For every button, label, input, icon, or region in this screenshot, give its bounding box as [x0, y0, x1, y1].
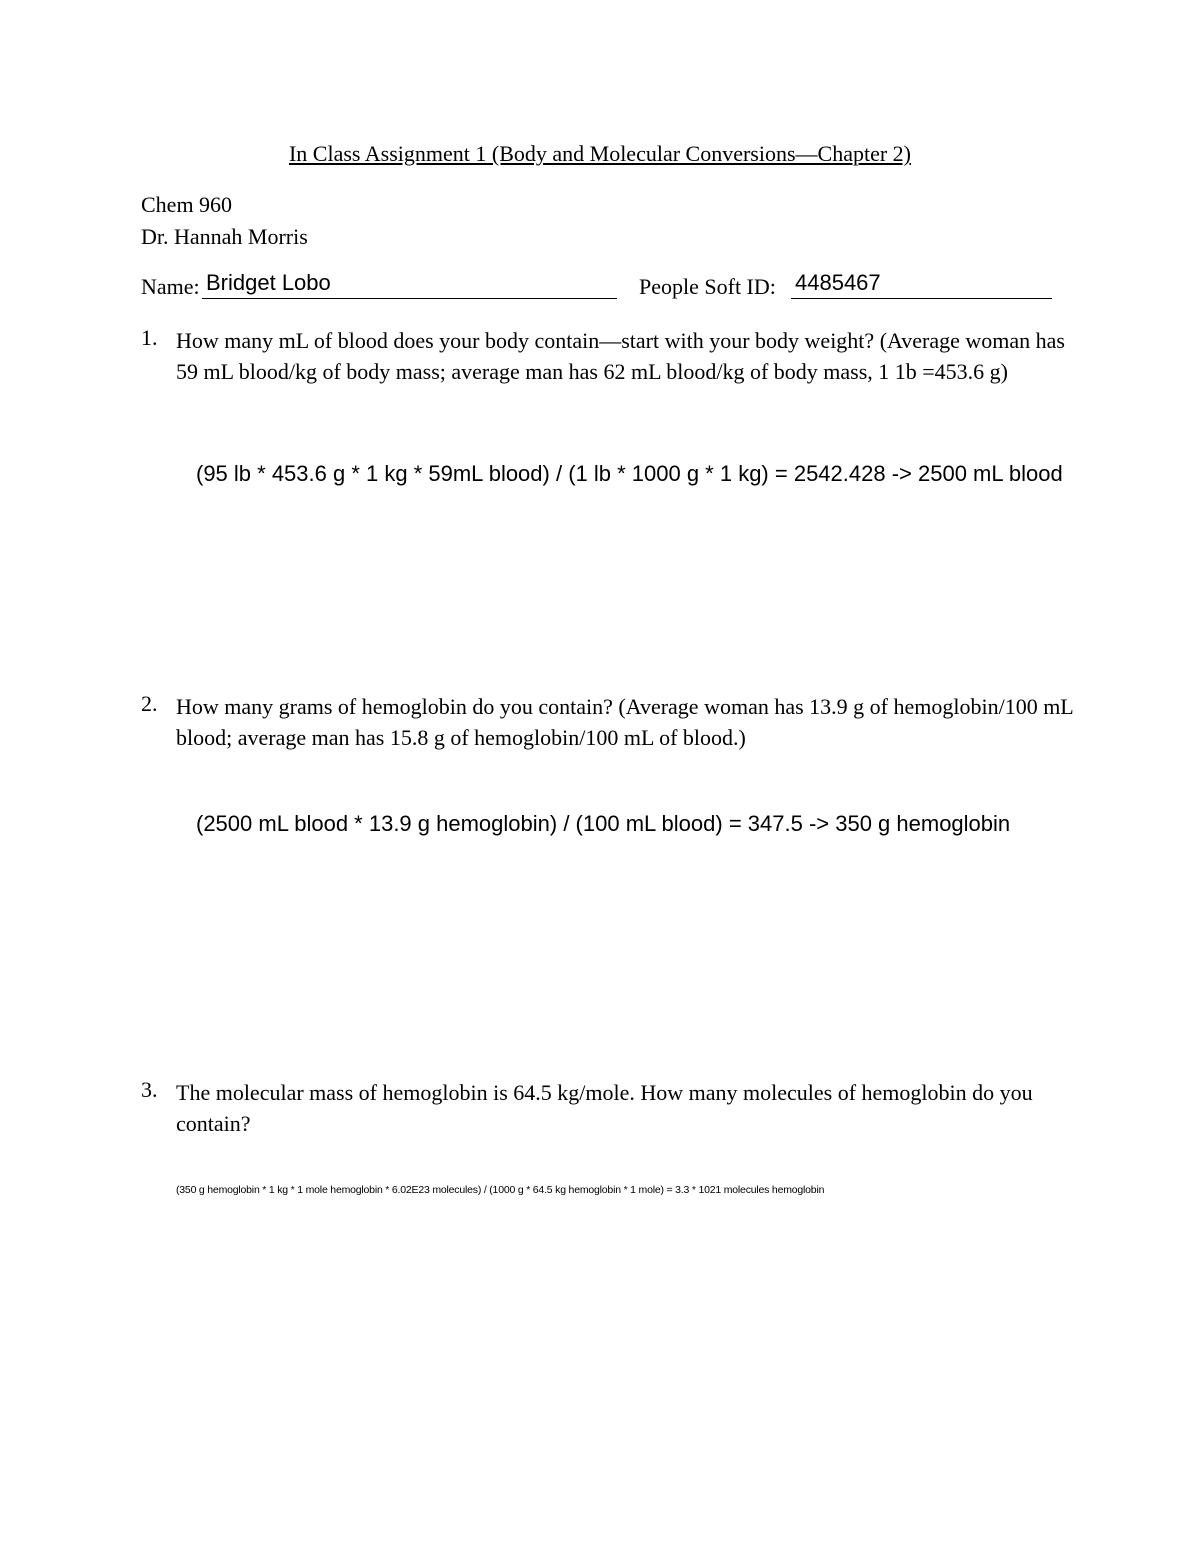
answer-3[interactable]: (350 g hemoglobin * 1 kg * 1 mole hemoglobin * 6.02E23 molecules) / (1000 g * 64.5 kg hemoglobin * 1 mole) = 3.3 * 1021 molecules hemoglobin	[176, 1184, 825, 1196]
question-1-text: How many mL of blood does your body contain—start with your body weight? (Average woman has 59 mL blood/kg of body mass; average man has 62 mL blood/kg of body mass, 1 1b =453.6 g)	[176, 328, 1065, 384]
id-field[interactable]: 4485467	[795, 270, 881, 295]
id-label: People Soft ID:	[639, 274, 776, 299]
question-3-text: The molecular mass of hemoglobin is 64.5 kg/mole. How many molecules of hemoglobin do you contain?	[176, 1080, 1033, 1136]
question-2-number: 2.	[141, 691, 158, 716]
name-field[interactable]: Bridget Lobo	[206, 270, 331, 295]
question-2-text: How many grams of hemoglobin do you contain? (Average woman has 13.9 g of hemoglobin/100 mL blood; average man has 15.8 g of hemoglobin/100 mL of blood.)	[176, 694, 1073, 750]
page-title: In Class Assignment 1 (Body and Molecular Conversions—Chapter 2)	[288, 141, 912, 166]
answer-1[interactable]: (95 lb * 453.6 g * 1 kg * 59mL blood) / (1 lb * 1000 g * 1 kg) = 2542.428 -> 2500 mL blood	[196, 461, 1063, 486]
course-name: Chem 960	[141, 192, 233, 217]
question-1-number: 1.	[141, 325, 158, 350]
name-label: Name:	[141, 274, 200, 299]
id-underline	[791, 298, 1052, 299]
question-3-number: 3.	[141, 1077, 158, 1102]
name-underline	[202, 298, 617, 299]
instructor-name: Dr. Hannah Morris	[141, 224, 308, 249]
answer-2[interactable]: (2500 mL blood * 13.9 g hemoglobin) / (100 mL blood) = 347.5 -> 350 g hemoglobin	[196, 811, 1011, 836]
